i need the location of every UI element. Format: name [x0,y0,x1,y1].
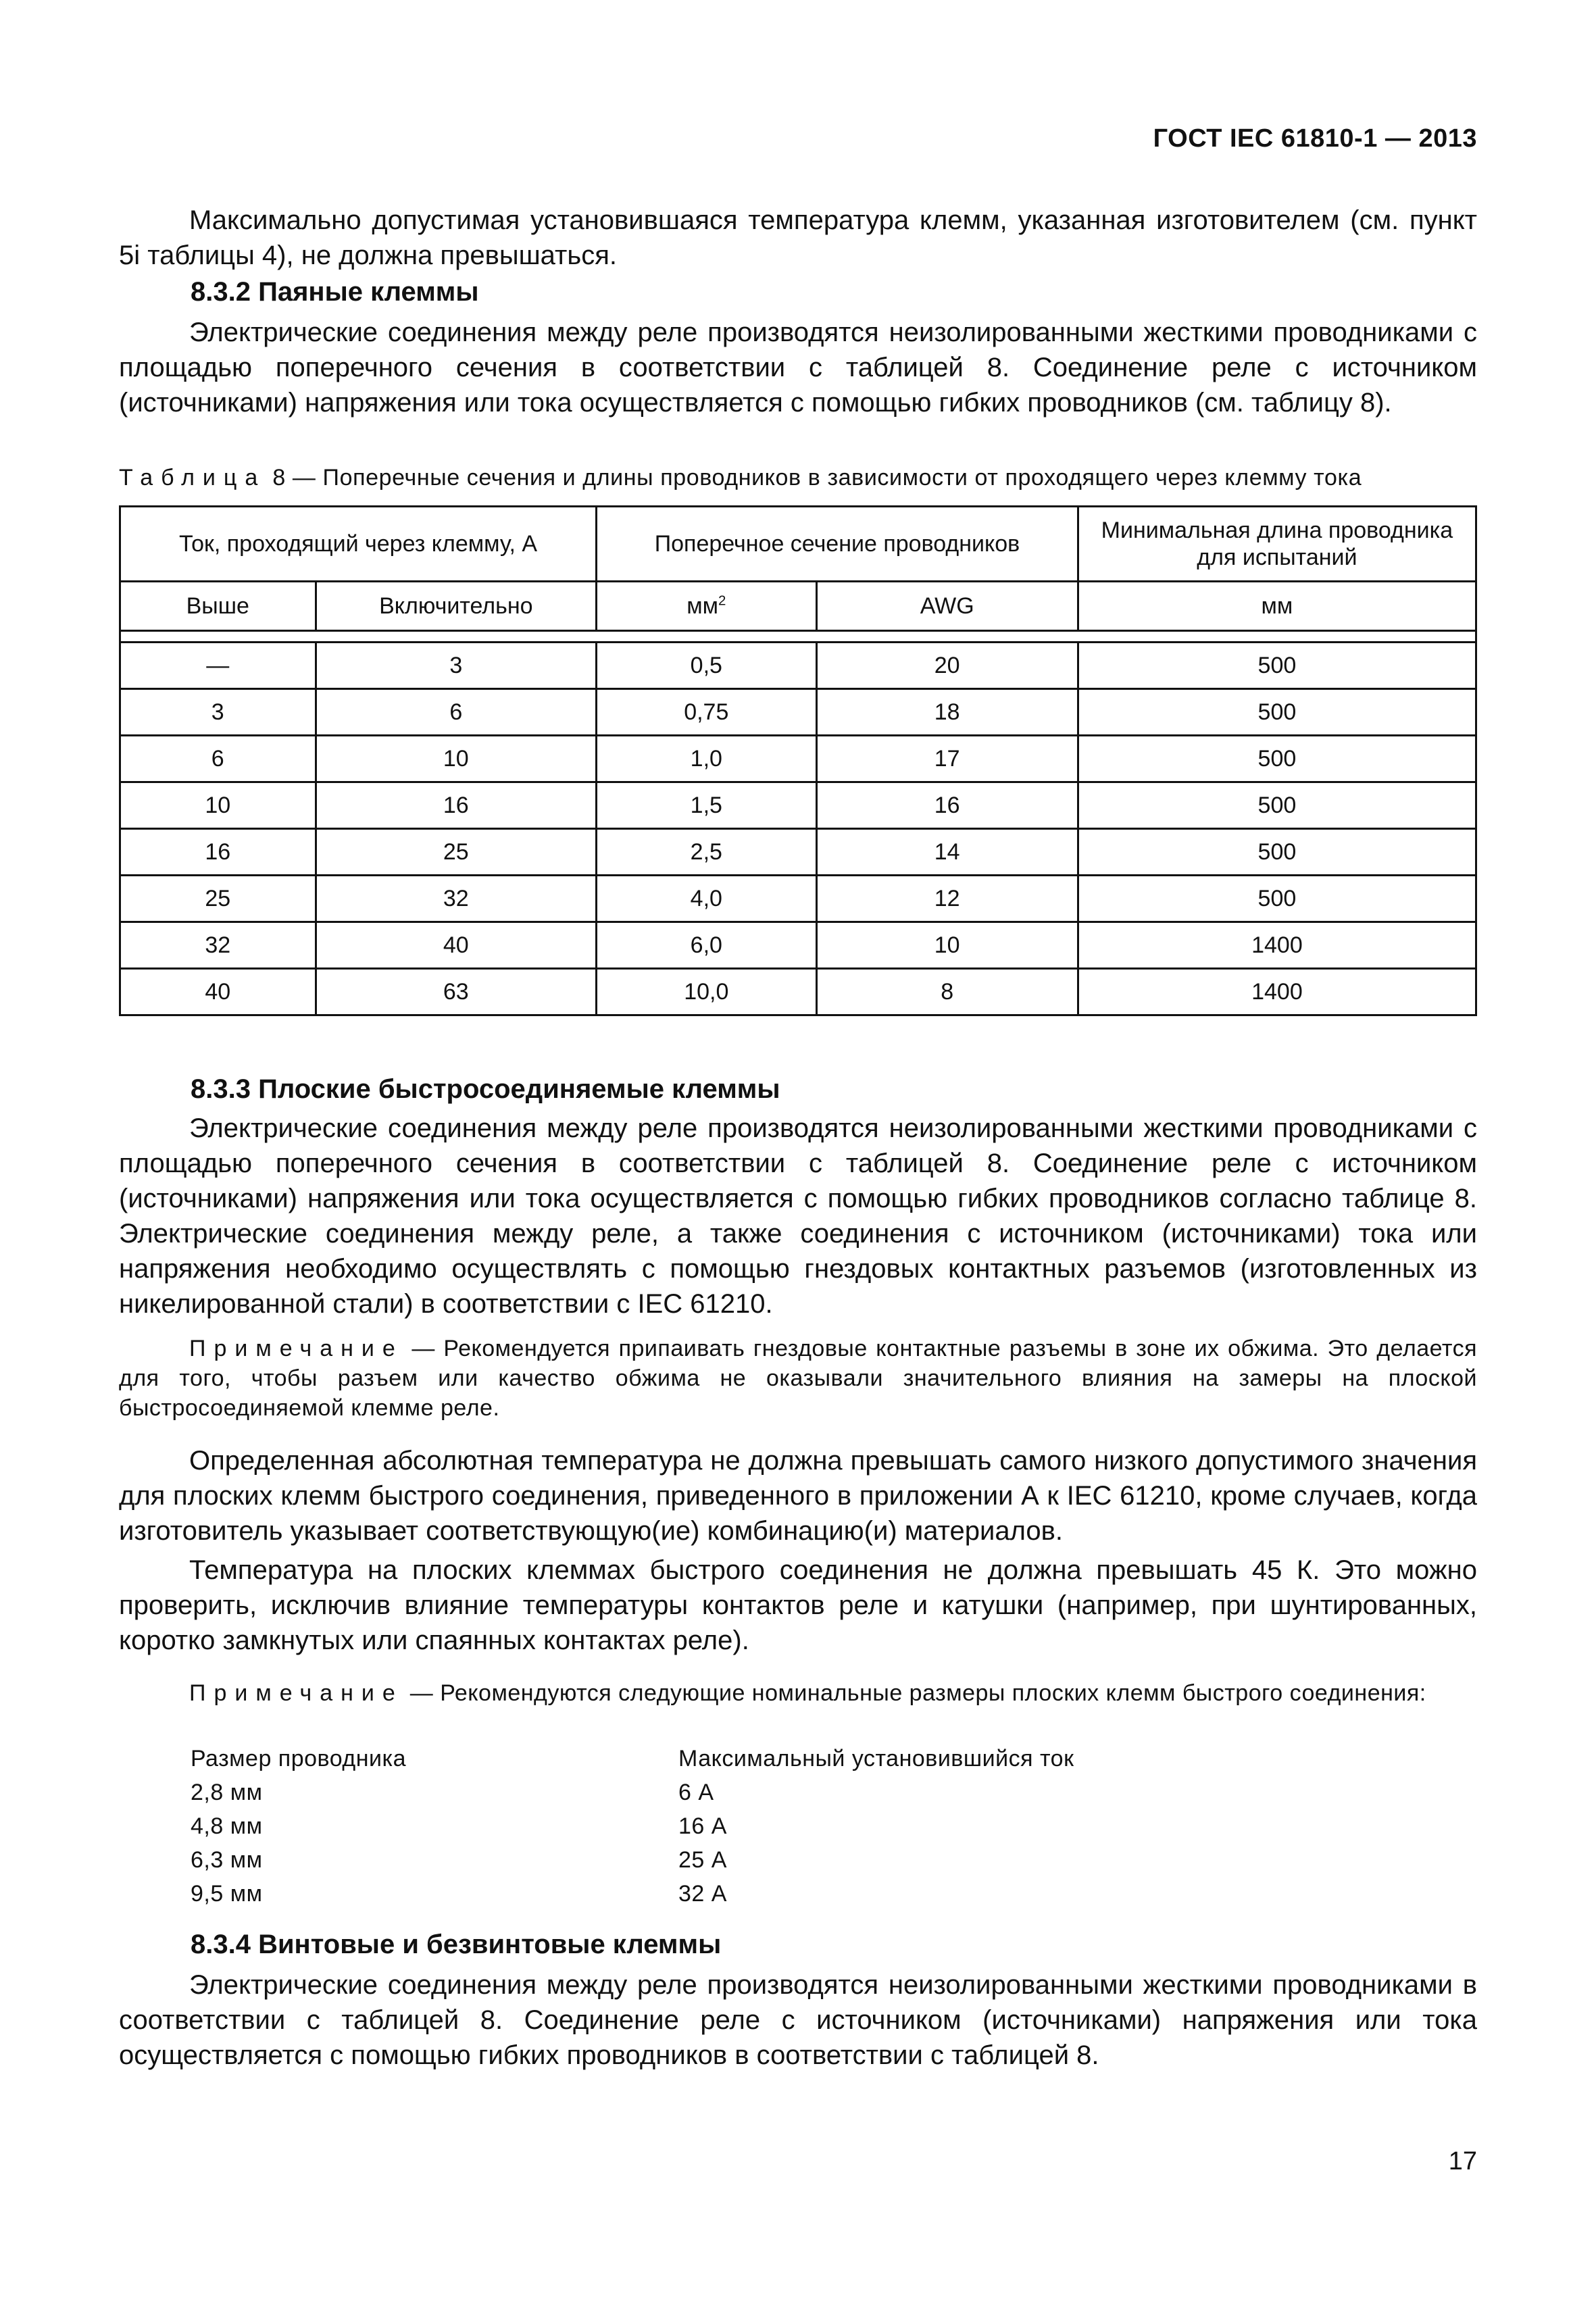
table-row [120,736,1476,782]
section-8-3-3-paragraph-2: Определенная абсолютная температура не должна превышать самого низкого допустимого значения для плоских клемм быстрого соединения, приведенного в приложении А к IEC 61210, кроме случаев, когда изготовитель указывает соответствующую(ие) комбинацию(и) материалов. [119,1446,1477,1546]
cell-length: 500 [1078,782,1476,829]
cell-mm2: 0,75 [597,689,816,736]
table-row [120,922,1476,969]
subheader-including: Включительно [316,582,597,631]
sizes-header-row [191,1742,1204,1776]
cell-length: 500 [1078,643,1476,689]
sizes-row [191,1843,1204,1877]
cell-awg: 14 [816,829,1078,876]
note-1-text: — Рекомендуется припаивать гнездовые контактные разъемы в зоне их обжима. Это делается для того, чтобы разъем или качество обжима не оказывали значительного влияния на замеры на плоской быстросоединяемой клемме реле. [119,1336,1477,1421]
size-value: 2,8 мм [191,1780,263,1805]
note-2-label: Примечание [189,1680,403,1706]
cell-including: 25 [316,829,597,876]
size-value: 9,5 мм [191,1881,263,1907]
current-value: 6 А [678,1780,714,1805]
header-current: Ток, проходящий через клемму, А [120,507,597,582]
cell-length: 500 [1078,829,1476,876]
table-caption-text: 8 — Поперечные сечения и длины проводников в зависимости от проходящего через клемму тока [266,465,1362,491]
cell-mm2: 2,5 [597,829,816,876]
sizes-row [191,1776,1204,1809]
cell-including: 6 [316,689,597,736]
cell-above: 10 [120,782,316,829]
section-8-3-4-text: Электрические соединения между реле производятся неизолированными жесткими проводниками в соответствии с таблицей 8. Соединение реле с источником (источниками) напряжения или тока осуществляется с помощью гибких проводников в соответствии с таблицей 8. [119,1970,1477,2070]
sizes-header-left: Размер проводника [191,1746,407,1771]
subheader-mm2-exponent: 2 [718,593,726,609]
size-value: 6,3 мм [191,1847,263,1873]
document-header: ГОСТ IEC 61810-1 — 2013 [1153,124,1477,153]
cell-mm2: 6,0 [597,922,816,969]
sizes-row [191,1877,1204,1911]
cell-awg: 12 [816,876,1078,922]
subheader-mm2-unit: мм [687,593,718,619]
subheader-mm2 [597,582,816,631]
cell-mm2: 1,0 [597,736,816,782]
sizes-header-right: Максимальный установившийся ток [678,1746,1074,1771]
table-spacer-row [120,631,1476,643]
cell-mm2: 4,0 [597,876,816,922]
table-caption-prefix: Таблица [119,465,266,491]
cell-length: 500 [1078,736,1476,782]
current-value: 25 А [678,1847,727,1873]
cell-above: 6 [120,736,316,782]
current-value: 16 А [678,1813,727,1839]
cell-including: 3 [316,643,597,689]
cell-awg: 8 [816,969,1078,1015]
table-row [120,689,1476,736]
cell-above: 25 [120,876,316,922]
page-number: 17 [1448,2147,1477,2175]
cell-above: 16 [120,829,316,876]
cell-length: 1400 [1078,969,1476,1015]
subheader-mm: мм [1078,582,1476,631]
subheader-awg: AWG [816,582,1078,631]
cell-above: 40 [120,969,316,1015]
cell-including: 16 [316,782,597,829]
cell-above: — [120,643,316,689]
cell-awg: 16 [816,782,1078,829]
intro-paragraph: Максимально допустимая установившаяся температура клемм, указанная изготовителем (см. пункт 5i таблицы 4), не должна превышаться. [119,205,1477,270]
table-row [120,643,1476,689]
table-row [120,969,1476,1015]
cell-including: 32 [316,876,597,922]
note-2 [119,1678,1477,1708]
cell-length: 1400 [1078,922,1476,969]
cell-awg: 18 [816,689,1078,736]
current-value: 32 А [678,1881,727,1907]
table-row [120,782,1476,829]
cell-awg: 17 [816,736,1078,782]
cell-length: 500 [1078,876,1476,922]
cell-mm2: 1,5 [597,782,816,829]
cell-awg: 20 [816,643,1078,689]
cell-above: 3 [120,689,316,736]
table-header-row [120,507,1476,582]
section-heading-8-3-4: 8.3.4 Винтовые и безвинтовые клеммы [191,1930,722,1959]
section-8-3-3-text: Электрические соединения между реле производятся неизолированными жесткими проводниками с площадью поперечного сечения в соответствии с таблицей 8. Соединение реле с источником (источниками) напряжения или тока осуществляется с помощью гибких проводников согласно таблице 8. Электрические соединения между реле, а также соединения с источником (источниками) тока или напряжения необходимо осуществлять с помощью гнездовых контактных разъемов (изготовленных из никелированной стали) в соответствии с IEC 61210. [119,1113,1477,1319]
table-row [120,829,1476,876]
cell-awg: 10 [816,922,1078,969]
section-8-3-3-paragraph-3: Температура на плоских клеммах быстрого соединения не должна превышать 45 К. Это можно проверить, исключив влияние температуры контактов реле и катушки (например, при шунтированных, коротко замкнутых или спаянных контактах реле). [119,1555,1477,1655]
conductor-table [119,505,1477,1016]
sizes-row [191,1809,1204,1843]
cell-including: 63 [316,969,597,1015]
cell-above: 32 [120,922,316,969]
terminal-sizes-list [191,1742,1204,1917]
size-value: 4,8 мм [191,1813,263,1839]
table-caption [119,465,1477,491]
note-1 [119,1334,1477,1423]
table-row [120,876,1476,922]
cell-including: 40 [316,922,597,969]
subheader-above: Выше [120,582,316,631]
header-min-length: Минимальная длина проводника для испытаний [1078,507,1476,582]
note-1-label: Примечание [189,1336,403,1361]
table-subheader-row [120,582,1476,631]
cell-length: 500 [1078,689,1476,736]
cell-mm2: 10,0 [597,969,816,1015]
section-heading-8-3-2: 8.3.2 Паяные клеммы [191,277,479,307]
cell-mm2: 0,5 [597,643,816,689]
header-cross-section: Поперечное сечение проводников [597,507,1078,582]
note-2-text: — Рекомендуются следующие номинальные размеры плоских клемм быстрого соединения: [403,1680,1426,1706]
cell-including: 10 [316,736,597,782]
section-8-3-2-text: Электрические соединения между реле производятся неизолированными жесткими проводниками с площадью поперечного сечения в соответствии с таблицей 8. Соединение реле с источником (источниками) напряжения или тока осуществляется с помощью гибких проводников (см. таблицу 8). [119,318,1477,418]
section-heading-8-3-3: 8.3.3 Плоские быстросоединяемые клеммы [191,1074,780,1104]
